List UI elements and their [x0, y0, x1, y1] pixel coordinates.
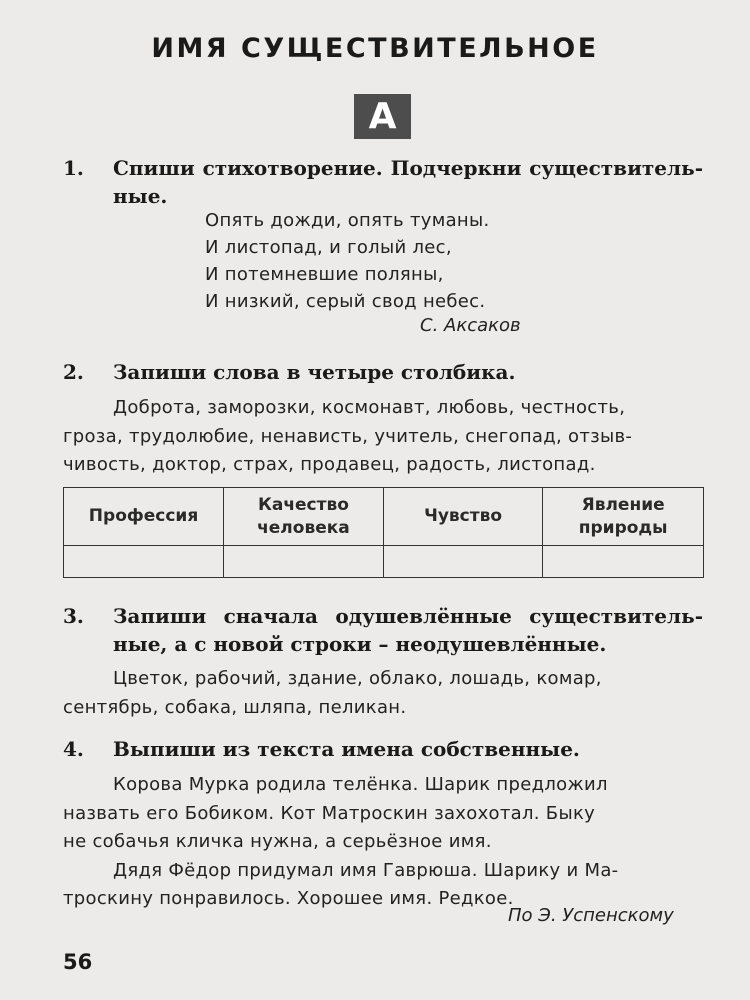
table-header: Качество человека: [224, 488, 384, 546]
poem-line: И потемневшие поляны,: [205, 264, 444, 285]
task-2-instruction: [113, 358, 703, 386]
task-4-attribution: По Э. Успенскому: [508, 905, 674, 926]
task-3-instruction: [113, 602, 703, 658]
text-line: назвать его Бобиком. Кот Матроскин захохотал. Быку: [63, 802, 596, 824]
text-line: Доброта, заморозки, космонавт, любовь, честность,: [113, 397, 626, 418]
table-header-row: [64, 488, 704, 546]
task-4-instruction-line: Выпиши из текста имена собственные.: [113, 737, 580, 761]
text-line: Дядя Фёдор придумал имя Гаврюша. Шарику и Ма-: [113, 859, 619, 881]
text-line: Цветок, рабочий, здание, облако, лошадь, комар,: [113, 668, 602, 689]
text-line: не собачья кличка нужна, а серьёзное имя.: [63, 831, 492, 852]
task-1-instruction: [113, 154, 703, 210]
task-1-instruction-line: ные.: [113, 184, 168, 208]
text-line: сентябрь, собака, шляпа, пеликан.: [63, 696, 407, 718]
table-header: Профессия: [64, 488, 224, 546]
text-line: гроза, трудолюбие, ненависть, учитель, снегопад, отзыв-: [63, 425, 633, 447]
task-3-number: 3.: [63, 604, 84, 628]
task-1-poem: [205, 207, 490, 315]
task-1-instruction-line: Спиши стихотворение. Подчеркни существитель-: [113, 156, 703, 180]
table-header: Чувство: [383, 488, 542, 546]
words-table: [63, 487, 704, 578]
text-line: чивость, доктор, страх, продавец, радость, листопад.: [63, 454, 596, 475]
table-cell[interactable]: [64, 546, 224, 578]
text-line: троскину понравилось. Хорошее имя. Редкое.: [63, 888, 514, 909]
poem-line: И низкий, серый свод небес.: [205, 291, 486, 312]
table-row: [64, 546, 704, 578]
task-4-instruction: [113, 735, 703, 763]
table-cell[interactable]: [224, 546, 384, 578]
task-1-number: 1.: [63, 156, 84, 180]
task-2-text: [63, 394, 704, 480]
task-3-instruction-line: ные, а с новой строки – неодушевлённые.: [113, 632, 607, 656]
page-title: ИМЯ СУЩЕСТВИТЕЛЬНОЕ: [151, 33, 599, 64]
task-3-text: [63, 665, 704, 722]
table-header: Явление природы: [543, 488, 704, 546]
level-badge: А: [354, 94, 411, 139]
task-3-instruction-line: Запиши сначала одушевлённые существитель-: [113, 604, 703, 628]
poem-line: Опять дожди, опять туманы.: [205, 210, 490, 231]
poem-line: И листопад, и голый лес,: [205, 237, 452, 258]
table-cell[interactable]: [543, 546, 704, 578]
table-cell[interactable]: [383, 546, 542, 578]
task-2-number: 2.: [63, 360, 84, 384]
text-line: Корова Мурка родила телёнка. Шарик предложил: [113, 774, 608, 795]
task-2-instruction-line: Запиши слова в четыре столбика.: [113, 360, 516, 384]
task-4-number: 4.: [63, 737, 84, 761]
task-4-text: [63, 771, 704, 914]
page-number: 56: [63, 950, 93, 974]
task-1-attribution: С. Аксаков: [420, 315, 521, 336]
